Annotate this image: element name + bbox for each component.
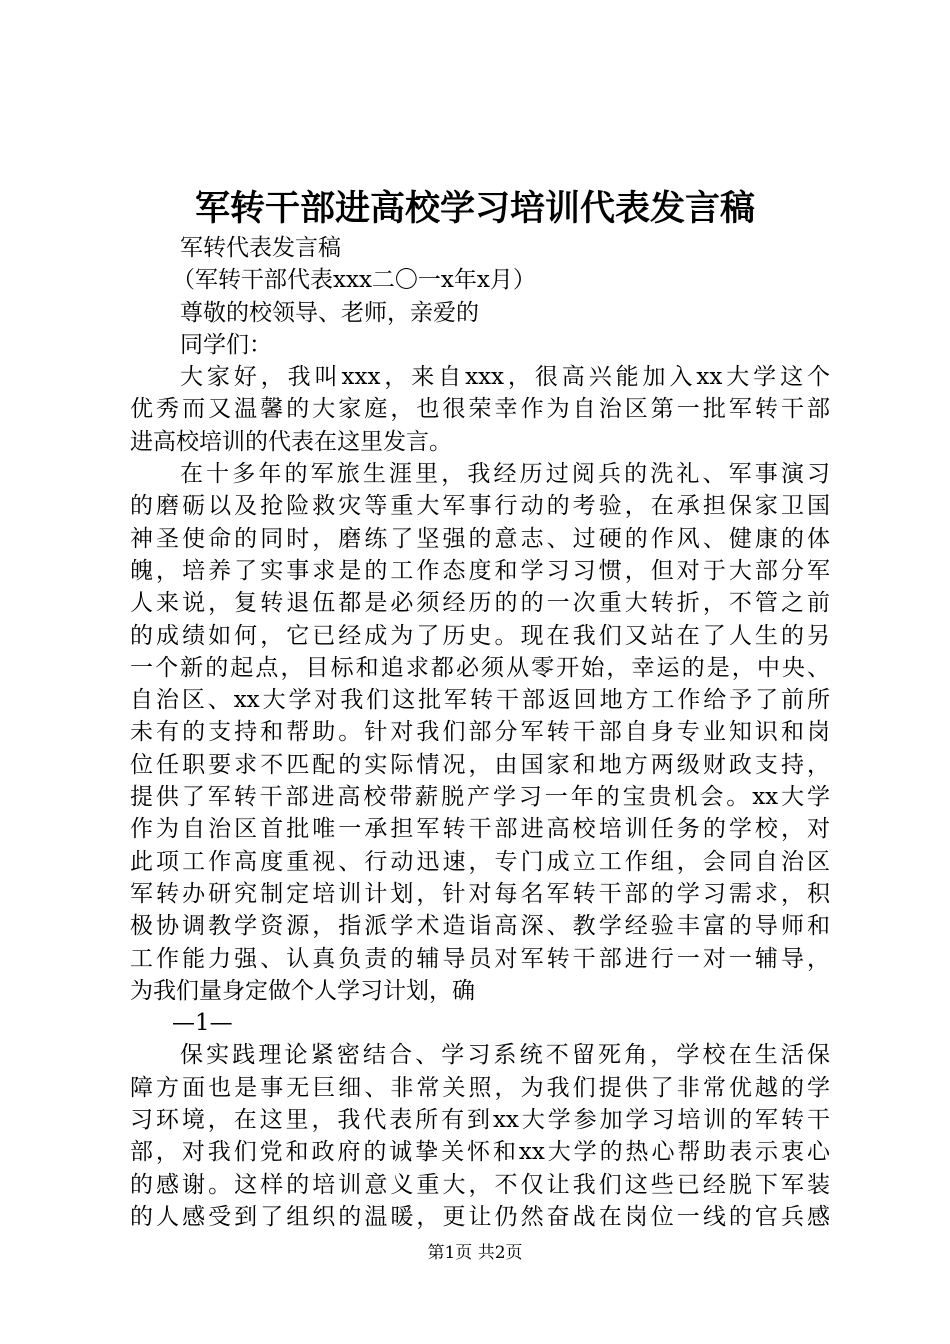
inline-page-marker: —1— — [172, 1010, 233, 1037]
text-line: 为我们量身定做个人学习计划，确 — [130, 977, 475, 1004]
text-line: 的感谢。这样的培训意义重大，不仅让我们这些已经脱下军装 — [130, 1171, 830, 1198]
text-line: 的磨砺以及抢险救灾等重大军事行动的考验，在承担保家卫国 — [130, 493, 830, 520]
text-line: 军转办研究制定培训计划，针对每名军转干部的学习需求，积 — [130, 880, 830, 907]
text-line: 自治区、xx大学对我们这批军转干部返回地方工作给予了前所 — [130, 687, 830, 714]
text-line: 同学们： — [180, 331, 272, 358]
text-line: 在十多年的军旅生涯里，我经历过阅兵的洗礼、军事演习 — [180, 461, 830, 488]
text-line: 极协调教学资源，指派学术造诣高深、教学经验丰富的导师和 — [130, 913, 830, 940]
text-line: 进高校培训的代表在这里发言。 — [130, 428, 452, 455]
text-line: 提供了军转干部进高校带薪脱产学习一年的宝贵机会。xx大学 — [130, 784, 830, 811]
text-line: 魄，培养了实事求是的工作态度和学习习惯，但对于大部分军 — [130, 557, 830, 584]
text-line: 尊敬的校领导、老师，亲爱的 — [180, 299, 479, 326]
text-line: 一个新的起点，目标和追求都必须从零开始，幸运的是，中央、 — [130, 654, 830, 681]
text-line: 的人感受到了组织的温暖，更让仍然奋战在岗位一线的官兵感 — [130, 1203, 830, 1230]
text-line: 优秀而又温馨的大家庭，也很荣幸作为自治区第一批军转干部 — [130, 396, 830, 423]
text-line: 位任职要求不匹配的实际情况，由国家和地方两级财政支持， — [130, 751, 830, 778]
document-title: 军转干部进高校学习培训代表发言稿 — [194, 188, 755, 229]
text-line: 此项工作高度重视、行动迅速，专门成立工作组，会同自治区 — [130, 848, 830, 875]
text-line: 部，对我们党和政府的诚挚关怀和xx大学的热心帮助表示衷心 — [130, 1139, 830, 1166]
document-body — [130, 232, 830, 1233]
text-line: 未有的支持和帮助。针对我们部分军转干部自身专业知识和岗 — [130, 719, 830, 746]
text-line: 军转代表发言稿 — [180, 235, 341, 261]
text-line: 习环境，在这里，我代表所有到xx大学参加学习培训的军转干 — [130, 1107, 830, 1134]
text-line: 的成绩如何，它已经成为了历史。现在我们又站在了人生的另 — [130, 622, 830, 649]
text-line: （军转干部代表xxx二〇一x年x月） — [172, 267, 536, 294]
text-line: 工作能力强、认真负责的辅导员对军转干部进行一对一辅导， — [130, 945, 830, 972]
text-line: 保实践理论紧密结合、学习系统不留死角，学校在生活保 — [180, 1042, 830, 1069]
text-line: 人来说，复转退伍都是必须经历的的一次重大转折，不管之前 — [130, 590, 830, 617]
text-line: 神圣使命的同时，磨练了坚强的意志、过硬的作风、健康的体 — [130, 525, 830, 552]
text-line: 大家好，我叫xxx，来自xxx，很高兴能加入xx大学这个 — [180, 364, 830, 391]
text-line: 障方面也是事无巨细、非常关照，为我们提供了非常优越的学 — [130, 1074, 830, 1101]
page-footer: 第1页 共2页 — [427, 1243, 523, 1263]
text-line: 作为自治区首批唯一承担军转干部进高校培训任务的学校，对 — [130, 816, 830, 843]
